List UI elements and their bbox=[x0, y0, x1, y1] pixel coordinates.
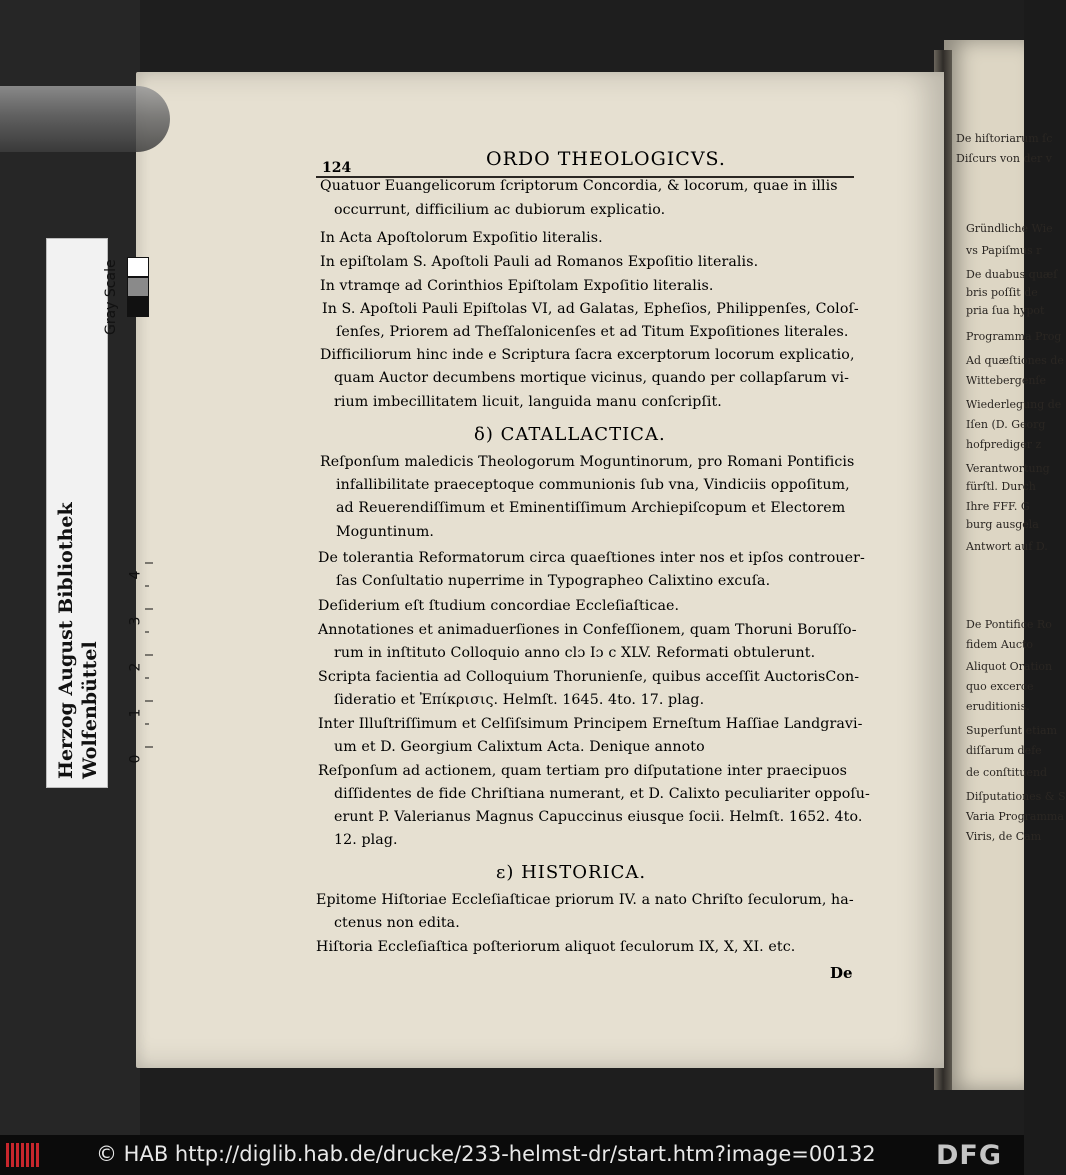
ruler-number: 4 bbox=[127, 570, 144, 580]
text-line: Scripta facientia ad Colloquium Thorunienſe, quibus acceſſit AuctorisCon- bbox=[318, 669, 860, 685]
text-line: Moguntinum. bbox=[336, 524, 435, 540]
facing-page-text-fragment: Antwort auf D. bbox=[966, 540, 1048, 553]
facing-page-text-fragment: quo excerce bbox=[966, 680, 1034, 693]
facing-page-text-fragment: De hiſtoriarum ſc bbox=[956, 132, 1053, 145]
facing-page-text-fragment: Aliquot Oration bbox=[966, 660, 1053, 673]
gray-scale-card bbox=[46, 238, 144, 788]
facing-page-text-fragment: Gründliche Wie bbox=[966, 222, 1053, 235]
text-line: Inter Illuſtriſſimum et Celſiſsimum Principem Erneſtum Haſſiae Landgravi- bbox=[318, 716, 863, 732]
facing-page-text-fragment: pria ſua hypot bbox=[966, 304, 1045, 317]
text-line: In vtramqe ad Corinthios Epiſtolam Expoſitio literalis. bbox=[320, 278, 714, 294]
footer-url[interactable]: © HAB http://diglib.hab.de/drucke/233-helmst-dr/start.htm?image=00132 bbox=[96, 1142, 876, 1166]
facing-page-text-fragment: burg ausgela bbox=[966, 518, 1039, 531]
facing-page-text-fragment: Diſcurs von der v bbox=[956, 152, 1052, 165]
hab-logo-icon bbox=[6, 1143, 46, 1167]
text-line: quam Auctor decumbens mortique vicinus, quando per collapſarum vi- bbox=[334, 370, 850, 386]
text-line: Epitome Hiſtoriae Eccleſiaſticae priorum IV. a nato Chriſto ſeculorum, ha- bbox=[316, 892, 854, 908]
facing-page-text-fragment: de conſtituend bbox=[966, 766, 1048, 779]
text-line: occurrunt, difficilium ac dubiorum explicatio. bbox=[334, 202, 666, 218]
text-line: ctenus non edita. bbox=[334, 915, 460, 931]
text-line: Difficiliorum hinc inde e Scriptura ſacra excerptorum locorum explicatio, bbox=[320, 347, 855, 363]
text-line: erunt P. Valerianus Magnus Capuccinus eiusque ſocii. Helmſt. 1652. 4to. bbox=[334, 809, 863, 825]
page-clamp bbox=[0, 86, 170, 152]
facing-page-text-fragment: De Pontifice Ro bbox=[966, 618, 1052, 631]
text-line: ſas Conſultatio nuperrime in Typographeo Calixtino excuſa. bbox=[336, 573, 771, 589]
ruler-number: 1 bbox=[127, 708, 144, 718]
facing-page-text-fragment: fidem Aucto bbox=[966, 638, 1034, 651]
facing-page-text-fragment: Diſputationes & S bbox=[966, 790, 1066, 803]
text-line: diſſidentes de fide Chriſtiana numerant, et D. Calixto peculiariter oppoſu- bbox=[334, 786, 870, 802]
running-title: ORDO THEOLOGICVS. bbox=[486, 148, 726, 170]
facing-page-text-fragment: vs Papiſmus r bbox=[966, 244, 1042, 257]
text-line: Reſponſum maledicis Theologorum Moguntinorum, pro Romani Pontificis bbox=[320, 454, 855, 470]
text-line: ſideratio et Ἐπίκρισις. Helmſt. 1645. 4to. 17. plag. bbox=[334, 692, 705, 708]
text-line: infallibilitate praeceptoque communionis ſub vna, Vindiciis oppoſitum, bbox=[336, 477, 850, 493]
facing-page-text-fragment: eruditionis. bbox=[966, 700, 1030, 713]
institution-name: Herzog August Bibliothek bbox=[55, 502, 77, 779]
facing-page-text-fragment: bris poſſit de bbox=[966, 286, 1038, 299]
text-line: Quatuor Euangelicorum ſcriptorum Concordia, & locorum, quae in illis bbox=[320, 178, 838, 194]
facing-page-text-fragment: Viris, de Cam bbox=[966, 830, 1042, 843]
facing-page-text-fragment: Programma Prog bbox=[966, 330, 1062, 343]
facing-page-text-fragment: Verantwortung bbox=[966, 462, 1050, 475]
text-line: um et D. Georgium Calixtum Acta. Denique annoto bbox=[334, 739, 705, 755]
facing-page-text-fragment: fürſtl. Durch bbox=[966, 480, 1036, 493]
book-page bbox=[136, 72, 944, 1068]
ruler-number: 3 bbox=[127, 616, 144, 626]
facing-page-text-fragment: Iſen (D. Georg bbox=[966, 418, 1046, 431]
text-line: Annotationes et animaduerſiones in Confeſſionem, quam Thoruni Boruſſo- bbox=[318, 622, 857, 638]
section-heading-historica: ε) HISTORICA. bbox=[496, 862, 647, 883]
text-line: In S. Apoſtoli Pauli Epiſtolas VI, ad Galatas, Epheſios, Philippenſes, Coloſ- bbox=[322, 301, 859, 317]
facing-page-text-fragment: Wiederlegung de bbox=[966, 398, 1062, 411]
page-number: 124 bbox=[322, 160, 352, 176]
facing-page bbox=[944, 40, 1066, 1090]
facing-page-text-fragment: Varia Programma bbox=[966, 810, 1064, 823]
facing-page-text-fragment: Ihre FFF. G bbox=[966, 500, 1030, 513]
catchword: De bbox=[830, 964, 853, 982]
text-line: Deſiderium eſt ſtudium concordiae Eccleſiaſticae. bbox=[318, 598, 680, 614]
text-line: De tolerantia Reformatorum circa quaeſtiones inter nos et ipſos controuer- bbox=[318, 550, 865, 566]
gray-swatch-mid bbox=[127, 277, 149, 297]
ruler-number: 0 bbox=[127, 754, 144, 764]
dfg-logo: DFG bbox=[936, 1140, 1003, 1171]
text-line: rum in inſtituto Colloquio anno clɔ Iɔ c XLV. Reformati obtulerunt. bbox=[334, 645, 816, 661]
gray-scale-label: Gray Scale bbox=[103, 259, 119, 335]
text-line: In epiſtolam S. Apoſtoli Pauli ad Romanos Expoſitio literalis. bbox=[320, 254, 759, 270]
ruler-number: 2 bbox=[127, 662, 144, 672]
facing-page-text-fragment: diſſarum defe bbox=[966, 744, 1042, 757]
text-line: Hiſtoria Eccleſiaſtica poſteriorum aliquot ſeculorum IX, X, XI. etc. bbox=[316, 939, 796, 955]
text-line: ſenſes, Priorem ad Theſſalonicenſes et ad Titum Expoſitiones literales. bbox=[336, 324, 849, 340]
text-line: Reſponſum ad actionem, quam tertiam pro diſputatione inter praecipuos bbox=[318, 763, 848, 779]
text-line: In Acta Apoſtolorum Expoſitio literalis. bbox=[320, 230, 603, 246]
institution-city: Wolfenbüttel bbox=[79, 641, 101, 779]
section-heading-catallactica: δ) CATALLACTICA. bbox=[474, 424, 666, 445]
facing-page-text-fragment: hofprediger z bbox=[966, 438, 1042, 451]
footer-bar bbox=[0, 1135, 1024, 1175]
gray-swatch-black bbox=[127, 297, 149, 317]
text-line: ad Reuerendiſſimum et Eminentiſſimum Archiepiſcopum et Electorem bbox=[336, 500, 846, 516]
facing-page-text-fragment: Wittebergenſe bbox=[966, 374, 1047, 387]
text-line: 12. plag. bbox=[334, 832, 398, 848]
ruler-ticks bbox=[145, 559, 153, 769]
text-line: rium imbecillitatem licuit, languida manu conſcripſit. bbox=[334, 394, 722, 410]
facing-page-text-fragment: De duabus quæſ bbox=[966, 268, 1058, 281]
gray-swatch-white bbox=[127, 257, 149, 277]
running-head bbox=[316, 146, 854, 178]
facing-page-text-fragment: Superſunt etiam bbox=[966, 724, 1058, 737]
facing-page-text-fragment: Ad quæſtiones de bbox=[966, 354, 1064, 367]
